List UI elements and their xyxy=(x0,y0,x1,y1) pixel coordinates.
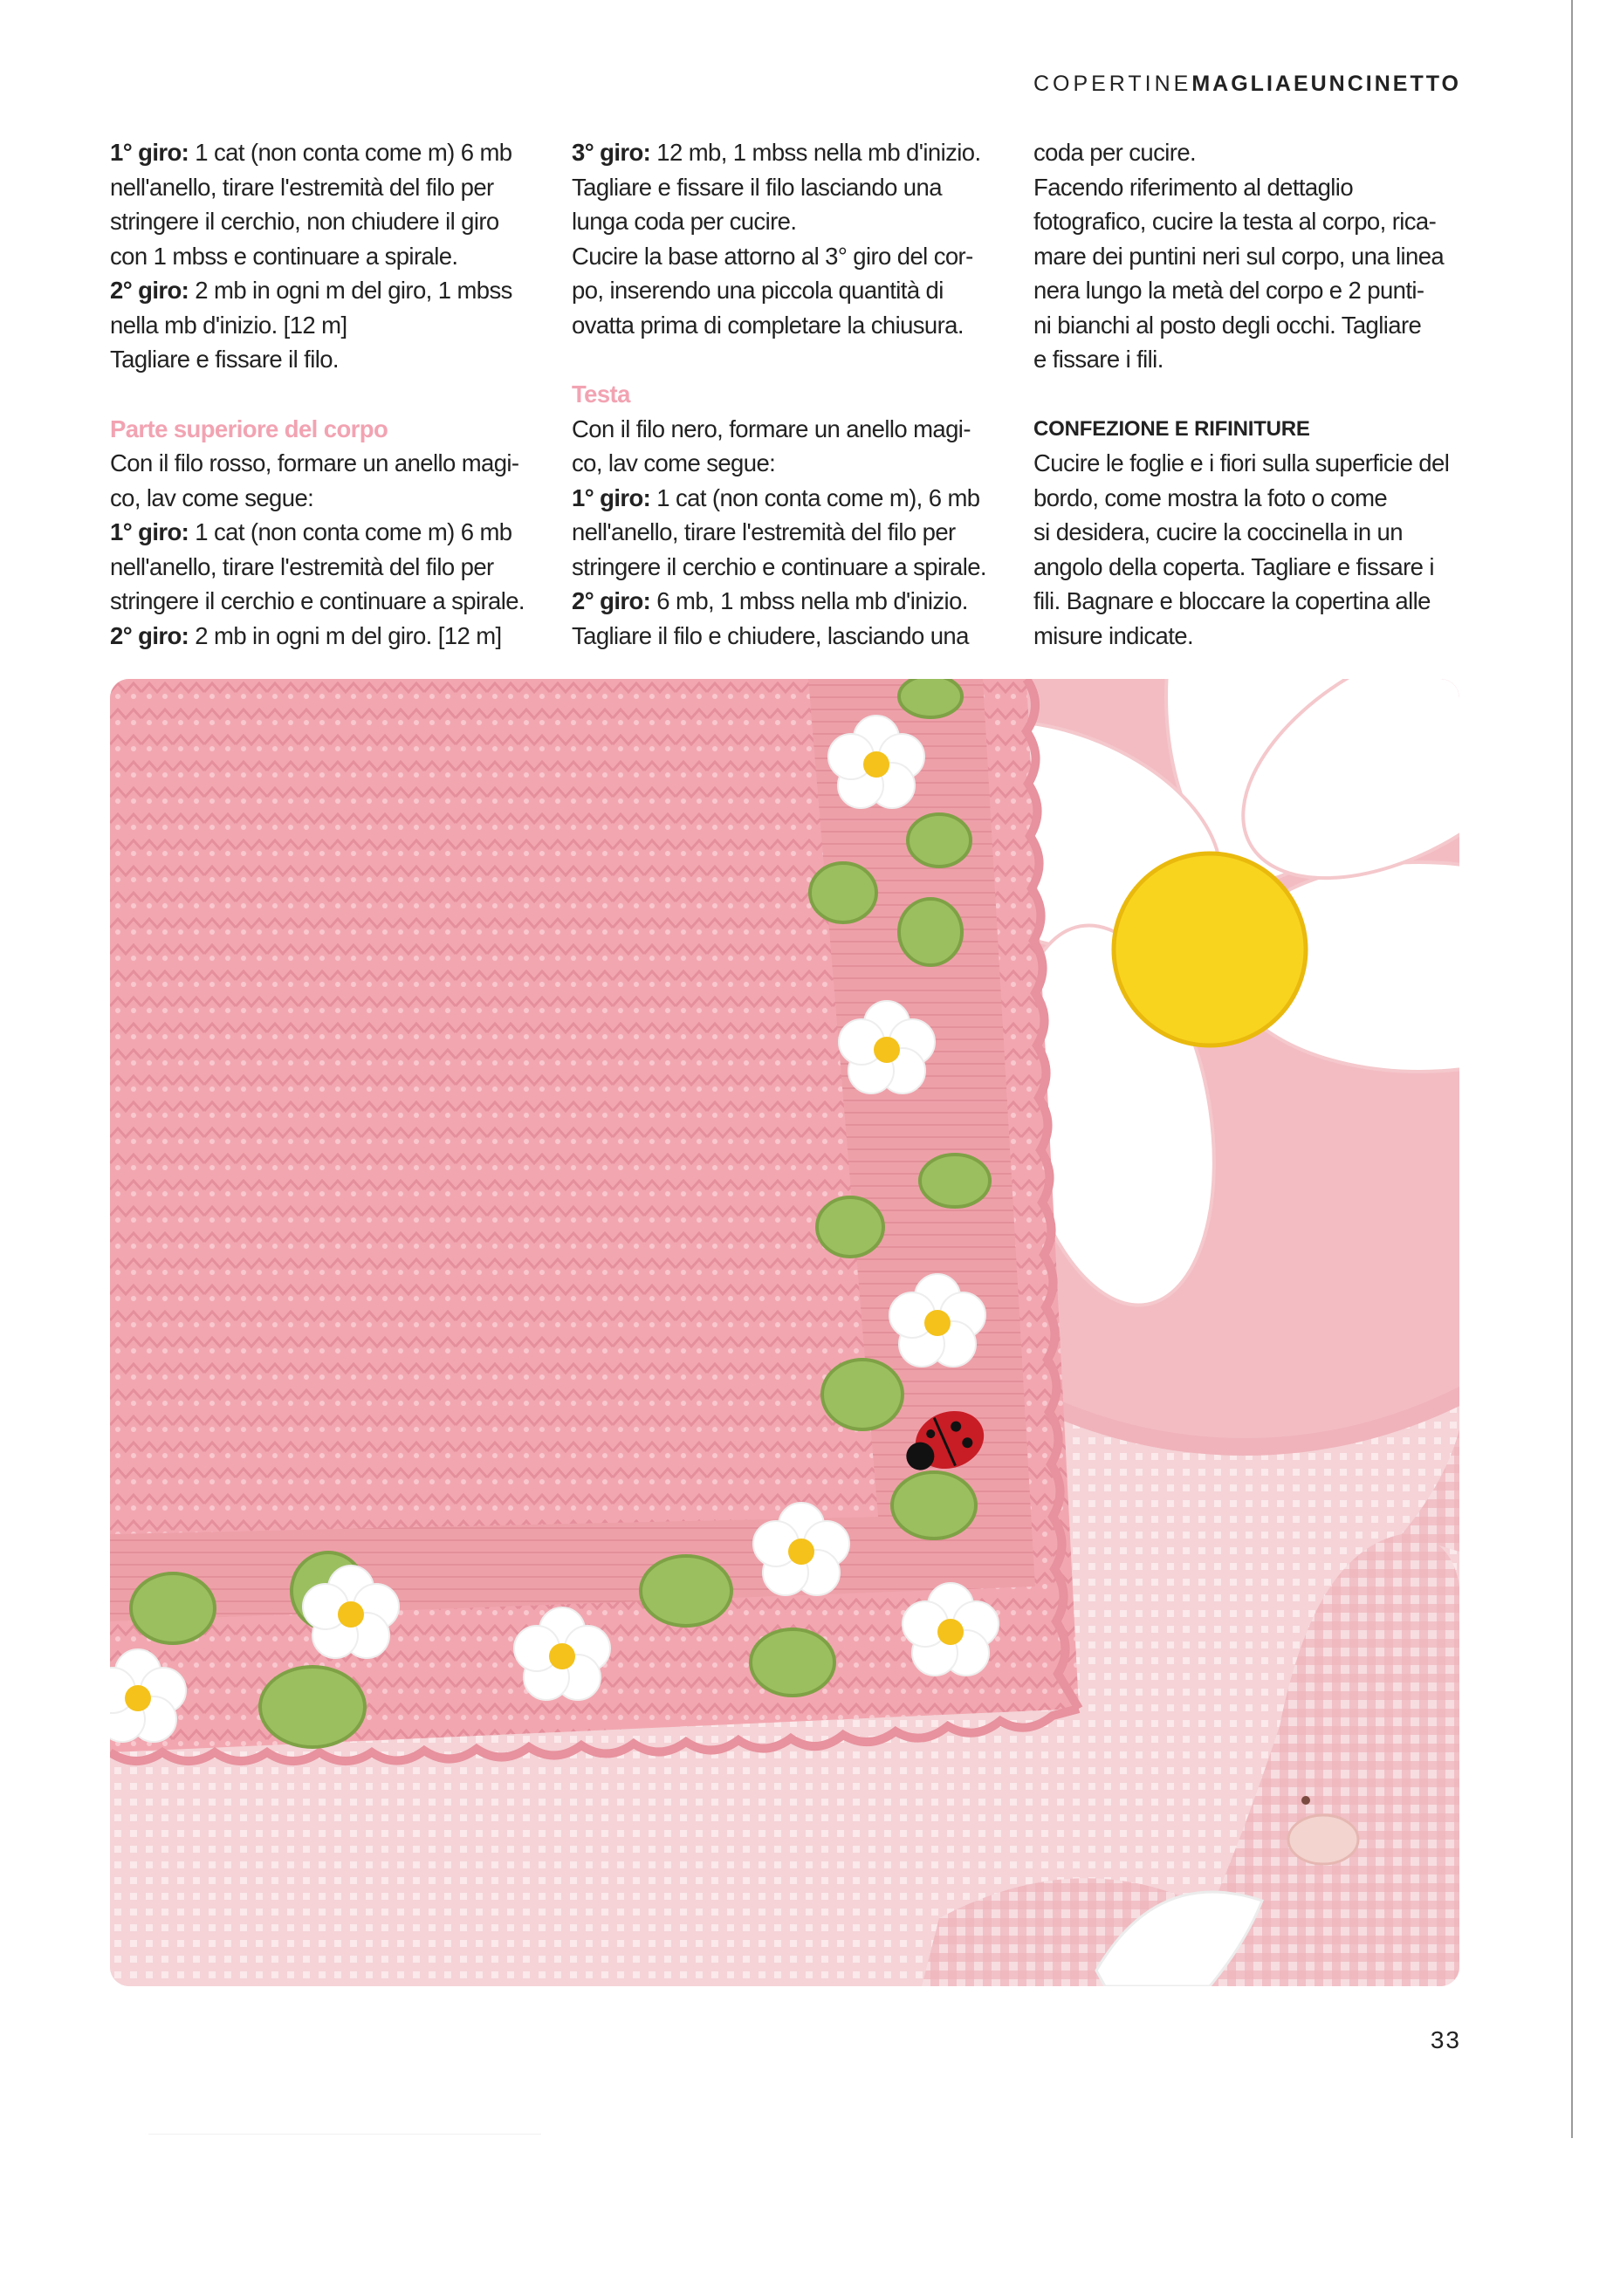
page-edge-rule xyxy=(1571,0,1573,2138)
instruction-round-1: 1° giro: 1 cat (non conta come m) 6 mb nell'anello, tirare l'estremità del filo per stringere il cerchio e continuare a spirale. xyxy=(110,518,525,614)
instruction-text: Con il filo nero, formare un anello magi- co, lav come segue: xyxy=(572,415,971,476)
blanket-photo xyxy=(110,679,1459,1986)
header-section: COPERTINE xyxy=(1033,72,1192,96)
round-label: 1° giro: xyxy=(110,518,189,545)
instruction-round-2: 2° giro: 2 mb in ogni m del giro. [12 m] xyxy=(110,621,502,649)
round-label: 2° giro: xyxy=(572,587,651,614)
instruction-round-2: 2° giro: 6 mb, 1 mbss nella mb d'inizio. xyxy=(572,587,968,614)
instruction-round-2: 2° giro: 2 mb in ogni m del giro, 1 mbss nella mb d'inizio. [12 m] xyxy=(110,277,512,339)
instruction-text: Tagliare e fissare il filo. xyxy=(110,346,339,373)
round-label: 1° giro: xyxy=(110,139,189,166)
text-column-1 xyxy=(110,135,538,653)
instruction-text: coda per cucire. xyxy=(1033,139,1197,166)
instruction-round-1: 1° giro: 1 cat (non conta come m) 6 mb nell'anello, tirare l'estremità del filo per stringere il cerchio, non chiudere il giro con 1 mbss e continuare a spirale. xyxy=(110,139,512,270)
instruction-round-3: 3° giro: 12 mb, 1 mbss nella mb d'inizio. Tagliare e fissare il filo lasciando una lunga coda per cucire. xyxy=(572,139,981,235)
section-heading: Parte superiore del corpo xyxy=(110,415,388,442)
text-column-3 xyxy=(1033,135,1461,653)
section-heading: Testa xyxy=(572,380,630,408)
section-heading: CONFEZIONE E RIFINITURE xyxy=(1033,416,1310,441)
header-title: MAGLIAEUNCINETTO xyxy=(1191,72,1461,96)
round-label: 3° giro: xyxy=(572,139,651,166)
round-label: 1° giro: xyxy=(572,483,651,511)
instruction-text: Tagliare il filo e chiudere, lasciando una xyxy=(572,621,969,649)
instruction-round-1: 1° giro: 1 cat (non conta come m), 6 mb nell'anello, tirare l'estremità del filo per stringere il cerchio e continuare a spirale. xyxy=(572,483,986,580)
instruction-text: Cucire le foglie e i fiori sulla superficie del bordo, come mostra la foto o come si desidera, cucire la coccinella in un angolo della coperta. Tagliare e fissare i fili. Bagnare e bloccare la copertina alle misure indicate. xyxy=(1033,449,1450,649)
page-number: 33 xyxy=(1430,2026,1461,2053)
footer-rule xyxy=(148,2134,541,2135)
blanket-illustration xyxy=(110,679,1459,1986)
round-label: 2° giro: xyxy=(110,277,189,304)
instruction-text: Cucire la base attorno al 3° giro del cor- po, inserendo una piccola quantità di ovatta prima di completare la chiusura. xyxy=(572,242,973,339)
instruction-text: Facendo riferimento al dettaglio fotografico, cucire la testa al corpo, rica- mare dei puntini neri sul corpo, una linea nera lungo la metà del corpo e 2 punti- ni bianchi al posto degli occhi. Tagliare e fissare i fili. xyxy=(1033,173,1445,373)
running-header xyxy=(1033,72,1461,97)
round-label: 2° giro: xyxy=(110,621,189,649)
text-column-2 xyxy=(572,135,999,653)
instruction-text: Con il filo rosso, formare un anello magi- co, lav come segue: xyxy=(110,449,519,511)
